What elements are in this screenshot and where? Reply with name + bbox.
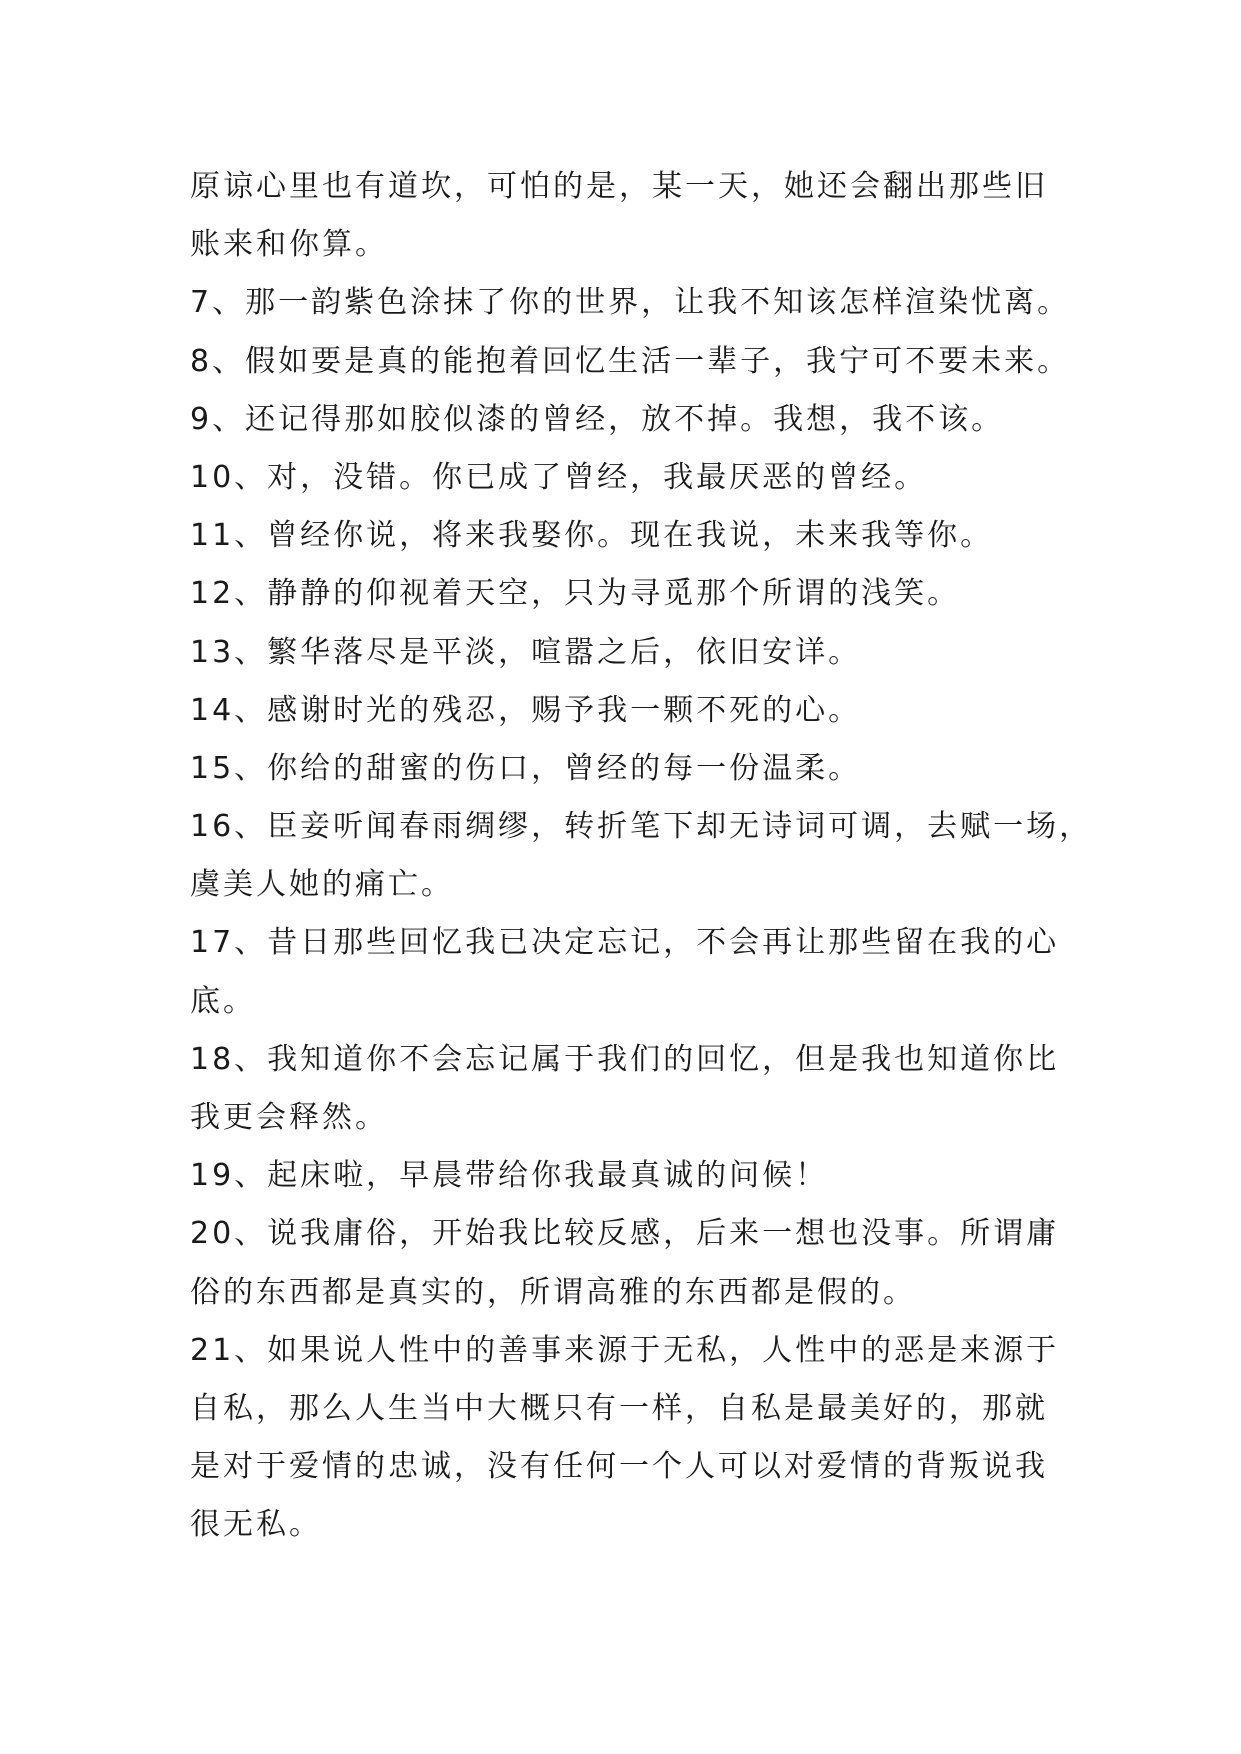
text-line: 自私，那么人生当中大概只有一样，自私是最美好的，那就: [190, 1390, 1048, 1426]
text-line: 7、那一韵紫色涂抹了你的世界，让我不知该怎样渲染忧离。: [190, 285, 1071, 321]
text-line: 我更会释然。: [190, 1100, 388, 1135]
text-line: 是对于爱情的忠诚，没有任何一个人可以对爱情的背叛说我: [190, 1449, 1048, 1485]
text-line: 很无私。: [190, 1507, 322, 1543]
text-line: 虞美人她的痛亡。: [190, 867, 454, 903]
text-line: 10、对，没错。你已成了曾经，我最厌恶的曾经。: [190, 459, 928, 495]
text-line: 原谅心里也有道坎，可怕的是，某一天，她还会翻出那些旧: [190, 169, 1048, 204]
text-line: 底。: [190, 983, 256, 1019]
text-line: 18、我知道你不会忘记属于我们的回忆，但是我也知道你比: [190, 1041, 1060, 1077]
text-line: 17、昔日那些回忆我已决定忘记，不会再让那些留在我的心: [190, 925, 1060, 961]
text-line: 12、静静的仰视着天空，只为寻觅那个所谓的浅笑。: [190, 576, 961, 612]
text-line: 15、你给的甜蜜的伤口，曾经的每一份温柔。: [190, 750, 862, 786]
document-body: [190, 158, 1093, 1555]
text-line: 8、假如要是真的能抱着回忆生活一辈子，我宁可不要未来。: [190, 343, 1071, 379]
text-line: 19、起床啦，早晨带给你我最真诚的问候！: [190, 1158, 829, 1194]
text-line: 俗的东西都是真实的，所谓高雅的东西都是假的。: [190, 1274, 916, 1310]
text-line: 14、感谢时光的残忍，赐予我一颗不死的心。: [190, 692, 862, 728]
text-line: 11、曾经你说，将来我娶你。现在我说，未来我等你。: [190, 518, 994, 554]
text-line: 16、臣妾听闻春雨绸缪，转折笔下却无诗词可调，去赋一场，: [190, 809, 1093, 845]
text-line: 21、如果说人性中的善事来源于无私，人性中的恶是来源于: [190, 1332, 1060, 1368]
text-line: 13、繁华落尽是平淡，喧嚣之后，依旧安详。: [190, 634, 862, 670]
text-line: 20、说我庸俗，开始我比较反感，后来一想也没事。所谓庸: [190, 1216, 1060, 1252]
text-line: 账来和你算。: [190, 227, 388, 263]
text-line: 9、还记得那如胶似漆的曾经，放不掉。我想，我不该。: [190, 401, 1005, 437]
